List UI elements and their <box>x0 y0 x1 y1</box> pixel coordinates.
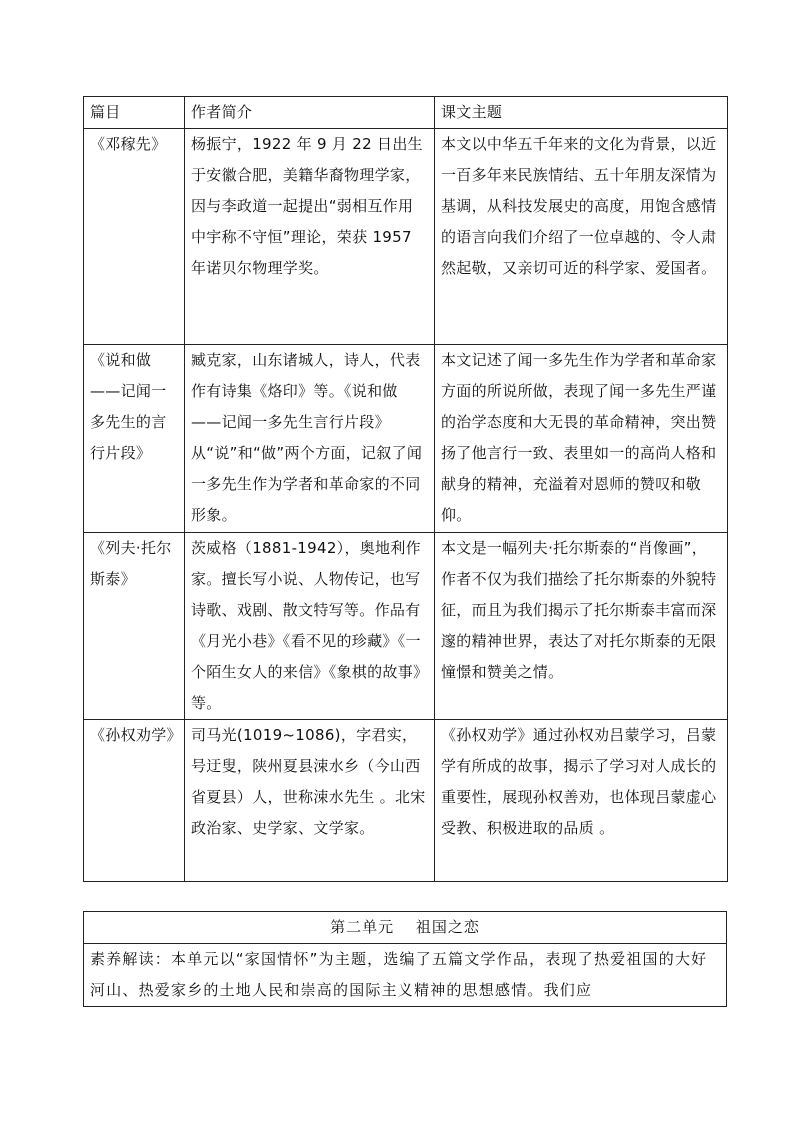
row-theme: 本文记述了闻一多先生作为学者和革命家方面的所说所做，表现了闻一多先生严谨的治学态度和大无畏的革命精神，突出赞扬了他言行一致、表里如一的高尚人格和献身的精神，充溢着对恩师的赞叹和敬仰。 <box>435 345 728 533</box>
unit-description: 素养解读：本单元以“家国情怀”为主题，选编了五篇文学作品，表现了热爱祖国的大好河山、热爱家乡的土地人民和崇高的国际主义精神的思想感情。我们应 <box>84 944 727 1007</box>
row-title: 《说和做——记闻一多先生的言行片段》 <box>84 345 185 533</box>
header-author: 作者简介 <box>185 97 435 129</box>
row-author: 杨振宁，1922 年 9 月 22 日出生于安徽合肥，美籍华裔物理学家，因与李政道一起提出“弱相互作用中宇称不守恒”理论，荣获 1957 年诺贝尔物理学奖。 <box>185 129 435 345</box>
table-row <box>84 345 728 533</box>
row-theme: 本文以中华五千年来的文化为背景，以近一百多年来民族情结、五十年朋友深情为基调，从科技发展史的高度，用饱含感情的语言向我们介绍了一位卓越的、令人肃然起敬，又亲切可近的科学家、爱国者。 <box>435 129 728 345</box>
unit-intro-box <box>83 911 727 1007</box>
unit-title: 第二单元 祖国之恋 <box>84 912 727 944</box>
lesson-summary-table <box>83 96 728 882</box>
row-author: 臧克家，山东诸城人，诗人，代表作有诗集《烙印》等。《说和做——记闻一多先生言行片段》从“说”和“做”两个方面，记叙了闻一多先生作为学者和革命家的不同形象。 <box>185 345 435 533</box>
row-theme: 《孙权劝学》通过孙权劝吕蒙学习，吕蒙学有所成的故事，揭示了学习对人成长的重要性，展现孙权善劝，也体现吕蒙虚心受教、积极进取的品质 。 <box>435 720 728 882</box>
table-header-row <box>84 97 728 129</box>
table-row <box>84 533 728 720</box>
table-row <box>84 720 728 882</box>
row-title: 《邓稼先》 <box>84 129 185 345</box>
row-theme: 本文是一幅列夫·托尔斯泰的“肖像画”，作者不仅为我们描绘了托尔斯泰的外貌特征，而且为我们揭示了托尔斯泰丰富而深邃的精神世界，表达了对托尔斯泰的无限憧憬和赞美之情。 <box>435 533 728 720</box>
header-title: 篇目 <box>84 97 185 129</box>
row-title: 《列夫·托尔斯泰》 <box>84 533 185 720</box>
header-theme: 课文主题 <box>435 97 728 129</box>
row-author: 司马光(1019~1086)，字君实，号迂叟，陕州夏县涑水乡（今山西省夏县）人，世称涑水先生 。北宋政治家、史学家、文学家。 <box>185 720 435 882</box>
table-row <box>84 129 728 345</box>
row-author: 茨威格（1881-1942），奥地利作家。擅长写小说、人物传记，也写诗歌、戏剧、散文特写等。作品有《月光小巷》《看不见的珍藏》《一个陌生女人的来信》《象棋的故事》等。 <box>185 533 435 720</box>
row-title: 《孙权劝学》 <box>84 720 185 882</box>
